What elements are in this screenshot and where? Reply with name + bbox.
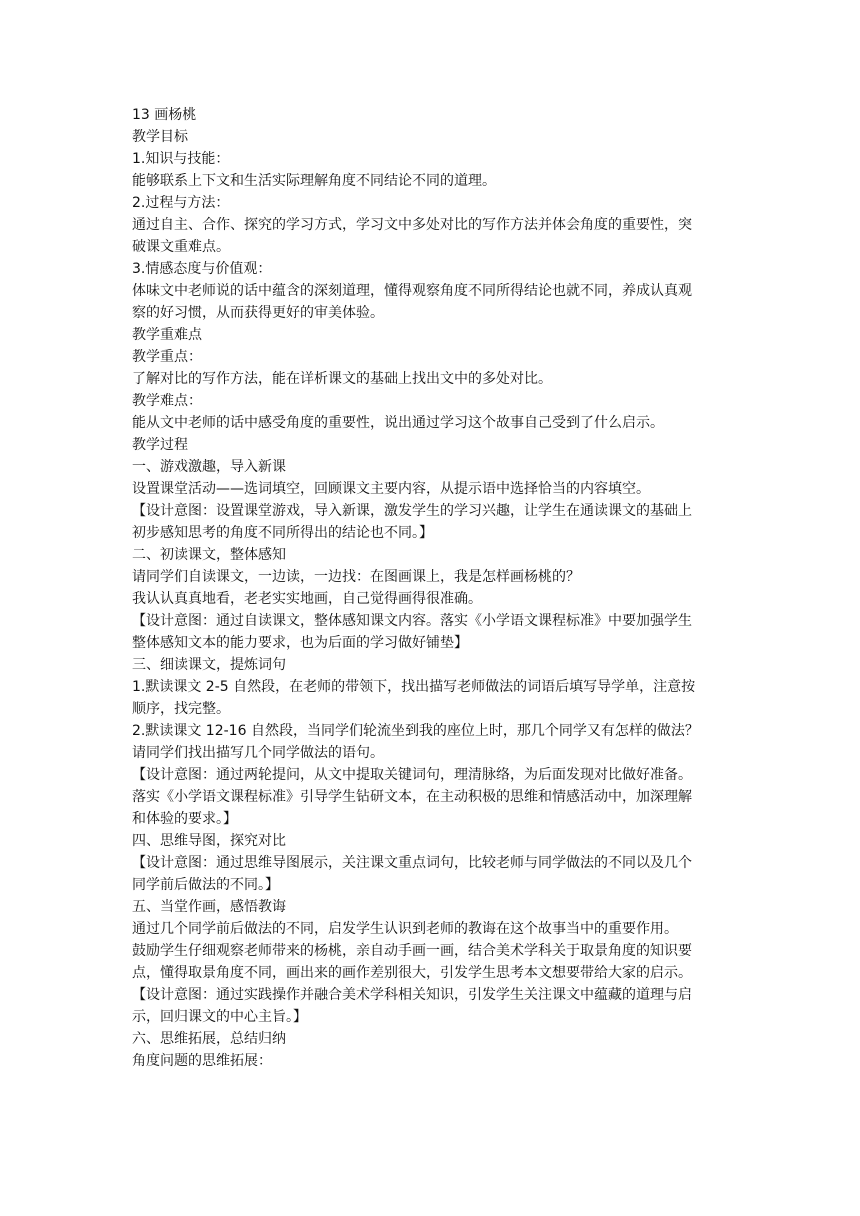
- section-heading-process: 教学过程: [132, 437, 188, 453]
- step-1-intent-line-1: 【设计意图：设置课堂游戏，导入新课，激发学生的学习兴趣，让学生在通读课文的基础上: [132, 503, 692, 519]
- goal-3-heading: 3.情感态度与价值观：: [132, 261, 272, 277]
- step-3-item-1-line-1: 1.默读课文 2-5 自然段，在老师的带领下，找出描写老师做法的词语后填写导学单，注意按: [132, 679, 696, 695]
- step-3-intent-line-1: 【设计意图：通过两轮提问，从文中提取关键词句，理清脉络，为后面发现对比做好准备。: [132, 767, 692, 783]
- step-2-text-2: 我认认真真地看，老老实实地画，自己觉得画得很准确。: [132, 591, 482, 607]
- goal-2-heading: 2.过程与方法：: [132, 195, 230, 211]
- key-point-heading: 教学重点：: [132, 349, 202, 365]
- step-2-intent-line-1: 【设计意图：通过自读课文，整体感知课文内容。落实《小学语文课程标准》中要加强学生: [132, 613, 692, 629]
- step-3-item-2-line-2: 请同学们找出描写几个同学做法的语句。: [132, 745, 384, 761]
- step-3-item-1-line-2: 顺序，找完整。: [132, 701, 230, 717]
- goal-1-heading: 1.知识与技能：: [132, 151, 230, 167]
- goal-1-text: 能够联系上下文和生活实际理解角度不同结论不同的道理。: [132, 173, 496, 189]
- step-3-intent-line-3: 和体验的要求。】: [132, 811, 237, 827]
- section-heading-key-points: 教学重难点: [132, 327, 202, 343]
- difficulty-text: 能从文中老师的话中感受角度的重要性，说出通过学习这个故事自己受到了什么启示。: [132, 415, 664, 431]
- step-5-intent-line-2: 示，回归课文的中心主旨。】: [132, 1009, 307, 1025]
- step-3-heading: 三、细读课文，提炼词句: [132, 657, 286, 673]
- step-3-intent-line-2: 落实《小学语文课程标准》引导学生钻研文本，在主动积极的思维和情感活动中，加深理解: [132, 789, 692, 805]
- step-4-intent-line-2: 同学前后做法的不同。】: [132, 877, 279, 893]
- step-1-intent-line-2: 初步感知思考的角度不同所得出的结论也不同。】: [132, 525, 433, 541]
- goal-2-text-line-2: 破课文重难点。: [132, 239, 230, 255]
- step-2-text-1: 请同学们自读课文，一边读，一边找：在图画课上，我是怎样画杨桃的？: [132, 569, 580, 585]
- section-heading-goals: 教学目标: [132, 129, 188, 145]
- step-4-intent-line-1: 【设计意图：通过思维导图展示，关注课文重点词句，比较老师与同学做法的不同以及几个: [132, 855, 692, 871]
- lesson-title: 13 画杨桃: [132, 107, 197, 123]
- step-5-text-2-line-2: 点，懂得取景角度不同，画出来的画作差别很大，引发学生思考本文想要带给大家的启示。: [132, 965, 692, 981]
- step-5-heading: 五、当堂作画，感悟教诲: [132, 899, 286, 915]
- step-4-heading: 四、思维导图，探究对比: [132, 833, 286, 849]
- step-2-heading: 二、初读课文，整体感知: [132, 547, 286, 563]
- step-1-text: 设置课堂活动——选词填空，回顾课文主要内容，从提示语中选择恰当的内容填空。: [132, 481, 650, 497]
- document-page: [132, 104, 736, 1072]
- step-5-text-2-line-1: 鼓励学生仔细观察老师带来的杨桃，亲自动手画一画，结合美术学科关于取景角度的知识要: [132, 943, 692, 959]
- step-5-text-1: 通过几个同学前后做法的不同，启发学生认识到老师的教诲在这个故事当中的重要作用。: [132, 921, 678, 937]
- goal-3-text-line-1: 体味文中老师说的话中蕴含的深刻道理，懂得观察角度不同所得结论也就不同，养成认真观: [132, 283, 692, 299]
- goal-2-text-line-1: 通过自主、合作、探究的学习方式，学习文中多处对比的写作方法并体会角度的重要性，突: [132, 217, 692, 233]
- step-5-intent-line-1: 【设计意图：通过实践操作并融合美术学科相关知识，引发学生关注课文中蕴藏的道理与启: [132, 987, 692, 1003]
- key-point-text: 了解对比的写作方法，能在详析课文的基础上找出文中的多处对比。: [132, 371, 552, 387]
- step-3-item-2-line-1: 2.默读课文 12-16 自然段，当同学们轮流坐到我的座位上时，那几个同学又有怎样的做法？: [132, 723, 699, 739]
- step-2-intent-line-2: 整体感知文本的能力要求，也为后面的学习做好铺垫】: [132, 635, 468, 651]
- step-6-heading: 六、思维拓展，总结归纳: [132, 1031, 286, 1047]
- step-6-text: 角度问题的思维拓展：: [132, 1053, 272, 1069]
- goal-3-text-line-2: 察的好习惯，从而获得更好的审美体验。: [132, 305, 384, 321]
- step-1-heading: 一、游戏激趣，导入新课: [132, 459, 286, 475]
- difficulty-heading: 教学难点：: [132, 393, 202, 409]
